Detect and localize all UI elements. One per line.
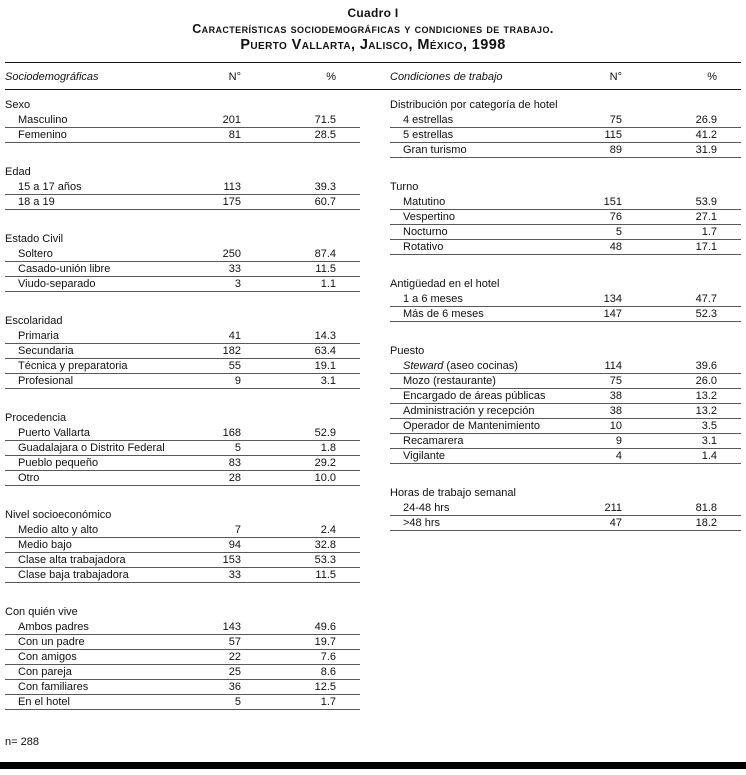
row-pct: 63.4 [314,345,336,357]
row-pct: 32.8 [314,539,336,551]
table-section [390,98,741,158]
row-pct: 18.2 [695,517,717,529]
row-label: Puerto Vallarta [18,427,90,439]
table-row [5,180,360,195]
table-row [5,456,360,471]
table-row [5,620,360,635]
row-label: 4 estrellas [403,114,454,126]
table-row [5,553,360,568]
row-label: Técnica y preparatoria [18,360,128,372]
section-title: Distribución por categoría de hotel [390,99,558,111]
row-label: Femenino [18,129,67,141]
table-row [5,329,360,344]
sociodemographics-column [5,98,360,710]
table-row [390,501,741,516]
row-n: 168 [222,427,241,439]
table-row [5,538,360,553]
row-pct: 53.9 [695,196,717,208]
table-row [390,113,741,128]
row-pct: 2.4 [320,524,336,536]
section-title: Puesto [390,345,425,357]
row-pct: 26.9 [695,114,717,126]
row-label: Casado-unión libre [18,263,111,275]
row-n: 201 [222,114,241,126]
row-n: 75 [609,375,622,387]
row-label: Rotativo [403,241,444,253]
table-section [5,314,360,389]
table-row [390,404,741,419]
row-n: 10 [609,420,622,432]
row-pct: 29.2 [314,457,336,469]
row-pct: 71.5 [314,114,336,126]
row-n: 38 [609,390,622,402]
row-pct: 8.6 [320,666,336,678]
section-title: Con quién vive [5,606,78,618]
row-n: 134 [603,293,622,305]
table-section [5,605,360,710]
table-row [5,695,360,710]
row-label: Con amigos [18,651,77,663]
table-body [5,98,741,710]
row-n: 47 [609,517,622,529]
row-n: 55 [228,360,241,372]
bottom-rule [0,762,746,769]
table-row [5,262,360,277]
table-row [390,419,741,434]
table-row [390,240,741,255]
table-section [5,98,360,143]
row-label: 1 a 6 meses [403,293,463,305]
row-label: Masculino [18,114,68,126]
table-row [5,665,360,680]
row-n: 94 [228,539,241,551]
table-row [390,195,741,210]
left-header-n: N° [228,71,241,83]
row-label: Vigilante [403,450,445,462]
work-conditions-header [390,71,741,83]
row-n: 5 [234,696,241,708]
row-n: 28 [228,472,241,484]
row-pct: 10.0 [314,472,336,484]
sample-size-note: n= 288 [5,736,39,748]
sociodemographics-header [5,71,360,83]
table-row [390,359,741,374]
left-header-label: Sociodemográficas [5,71,99,83]
row-n: 151 [603,196,622,208]
column-headers [5,63,741,90]
table-section [5,508,360,583]
row-pct: 26.0 [695,375,717,387]
section-title: Horas de trabajo semanal [390,487,516,499]
row-n: 182 [222,345,241,357]
row-n: 33 [228,569,241,581]
row-n: 5 [615,226,622,238]
row-label: Gran turismo [403,144,467,156]
row-label: Secundaria [18,345,74,357]
row-label: Con pareja [18,666,72,678]
row-n: 48 [609,241,622,253]
table-row [5,568,360,583]
row-pct: 41.2 [695,129,717,141]
row-pct: 1.8 [320,442,336,454]
table-row [5,374,360,389]
row-label: Viudo-separado [18,278,96,290]
row-label: Matutino [403,196,446,208]
row-pct: 3.1 [320,375,336,387]
row-label: En el hotel [18,696,70,708]
table-row [5,441,360,456]
row-pct: 12.5 [314,681,336,693]
table-title-block [5,6,741,53]
row-n: 114 [604,360,622,372]
row-pct: 47.7 [695,293,717,305]
row-n: 9 [615,435,622,447]
table-row [5,128,360,143]
row-label: Recamarera [403,435,464,447]
row-label: Operador de Mantenimiento [403,420,540,432]
row-pct: 13.2 [695,405,717,417]
row-n: 33 [228,263,241,275]
row-label: Nocturno [403,226,448,238]
row-label: Más de 6 meses [403,308,484,320]
table-row [5,635,360,650]
row-pct: 81.8 [695,502,717,514]
row-n: 41 [228,330,241,342]
row-pct: 17.1 [695,241,717,253]
row-label: >48 hrs [403,517,440,529]
table-row [5,680,360,695]
row-pct: 19.1 [314,360,336,372]
row-pct: 49.6 [314,621,336,633]
table-row [5,471,360,486]
row-n: 143 [222,621,241,633]
row-pct: 7.6 [320,651,336,663]
table-row [390,210,741,225]
table-row [5,247,360,262]
row-label: Encargado de áreas públicas [403,390,546,402]
row-n: 22 [228,651,241,663]
table-row [390,389,741,404]
row-n: 4 [615,450,622,462]
table-row [5,277,360,292]
table-row [5,344,360,359]
row-pct: 13.2 [695,390,717,402]
table-subtitle: Puerto Vallarta, Jalisco, México, 1998 [240,37,506,53]
table-row [390,434,741,449]
row-pct: 27.1 [695,211,717,223]
row-pct: 19.7 [314,636,336,648]
work-conditions-column [390,98,741,531]
row-label: Medio bajo [18,539,72,551]
row-pct: 14.3 [314,330,336,342]
row-pct: 52.9 [314,427,336,439]
row-pct: 53.3 [314,554,336,566]
row-label: Administración y recepción [403,405,535,417]
section-title: Sexo [5,99,31,111]
row-label: 24-48 hrs [403,502,450,514]
table-row [390,225,741,240]
row-n: 115 [604,129,622,141]
table-row [390,143,741,158]
row-label: Medio alto y alto [18,524,99,536]
row-n: 76 [609,211,622,223]
right-header-pct: % [707,71,717,83]
table-section [5,232,360,292]
table-row [390,374,741,389]
row-n: 147 [603,308,622,320]
row-label: Clase baja trabajadora [18,569,129,581]
row-n: 38 [609,405,622,417]
row-n: 9 [234,375,241,387]
table-section [390,344,741,464]
row-label: Profesional [18,375,74,387]
row-n: 81 [228,129,241,141]
row-label: 18 a 19 [18,196,55,208]
row-pct: 1.7 [320,696,336,708]
section-title: Antigüedad en el hotel [390,278,500,290]
row-label: Ambos padres [18,621,89,633]
table-row [390,449,741,464]
table-section [5,411,360,486]
row-label: Vespertino [403,211,455,223]
table-row [390,128,741,143]
row-pct: 39.3 [314,181,336,193]
row-pct: 11.5 [315,569,336,581]
row-n: 211 [604,502,622,514]
row-pct: 87.4 [314,248,336,260]
row-pct: 1.7 [701,226,717,238]
table-title: Características sociodemográficas y condiciones de trabajo. [192,22,554,36]
row-label: Primaria [18,330,59,342]
row-n: 36 [228,681,241,693]
row-n: 83 [228,457,241,469]
row-pct: 52.3 [695,308,717,320]
row-label: Mozo (restaurante) [403,375,496,387]
row-label: Steward (aseo cocinas) [403,360,518,372]
table-row [390,292,741,307]
row-pct: 60.7 [314,196,336,208]
row-n: 25 [228,666,241,678]
row-pct: 3.5 [701,420,717,432]
row-n: 5 [234,442,241,454]
column-gap [360,71,390,83]
row-pct: 1.4 [701,450,717,462]
row-n: 75 [609,114,622,126]
row-pct: 1.1 [320,278,336,290]
row-n: 89 [609,144,622,156]
table-section [390,180,741,255]
table-row [5,195,360,210]
section-title: Estado Civil [5,233,64,245]
row-pct: 28.5 [314,129,336,141]
section-title: Nivel socioeconómico [5,509,112,521]
table-row [5,523,360,538]
row-label: 15 a 17 años [18,181,82,193]
right-header-n: N° [609,71,622,83]
table-row [390,307,741,322]
row-n: 57 [228,636,241,648]
row-label: 5 estrellas [403,129,454,141]
row-n: 113 [223,181,241,193]
section-title: Edad [5,166,31,178]
row-label: Clase alta trabajadora [18,554,126,566]
table-section [390,277,741,322]
left-header-pct: % [326,71,336,83]
row-pct: 3.1 [701,435,717,447]
table-row [5,426,360,441]
row-n: 7 [234,524,241,536]
row-label: Con un padre [18,636,85,648]
table-section [390,486,741,531]
row-n: 3 [234,278,241,290]
row-n: 153 [222,554,241,566]
row-pct: 11.5 [315,263,336,275]
right-header-label: Condiciones de trabajo [390,71,503,83]
row-label: Con familiares [18,681,89,693]
section-title: Procedencia [5,412,67,424]
row-n: 250 [222,248,241,260]
row-label: Guadalajara o Distrito Federal [18,442,165,454]
table-number: Cuadro I [347,6,399,20]
table-section [5,165,360,210]
row-n: 175 [222,196,241,208]
row-label: Otro [18,472,40,484]
section-title: Escolaridad [5,315,63,327]
row-label: Pueblo pequeño [18,457,99,469]
row-pct: 31.9 [695,144,717,156]
table-row [5,650,360,665]
table-row [5,113,360,128]
row-label: Soltero [18,248,53,260]
table-row [5,359,360,374]
section-title: Turno [390,181,419,193]
table-row [390,516,741,531]
row-pct: 39.6 [695,360,717,372]
